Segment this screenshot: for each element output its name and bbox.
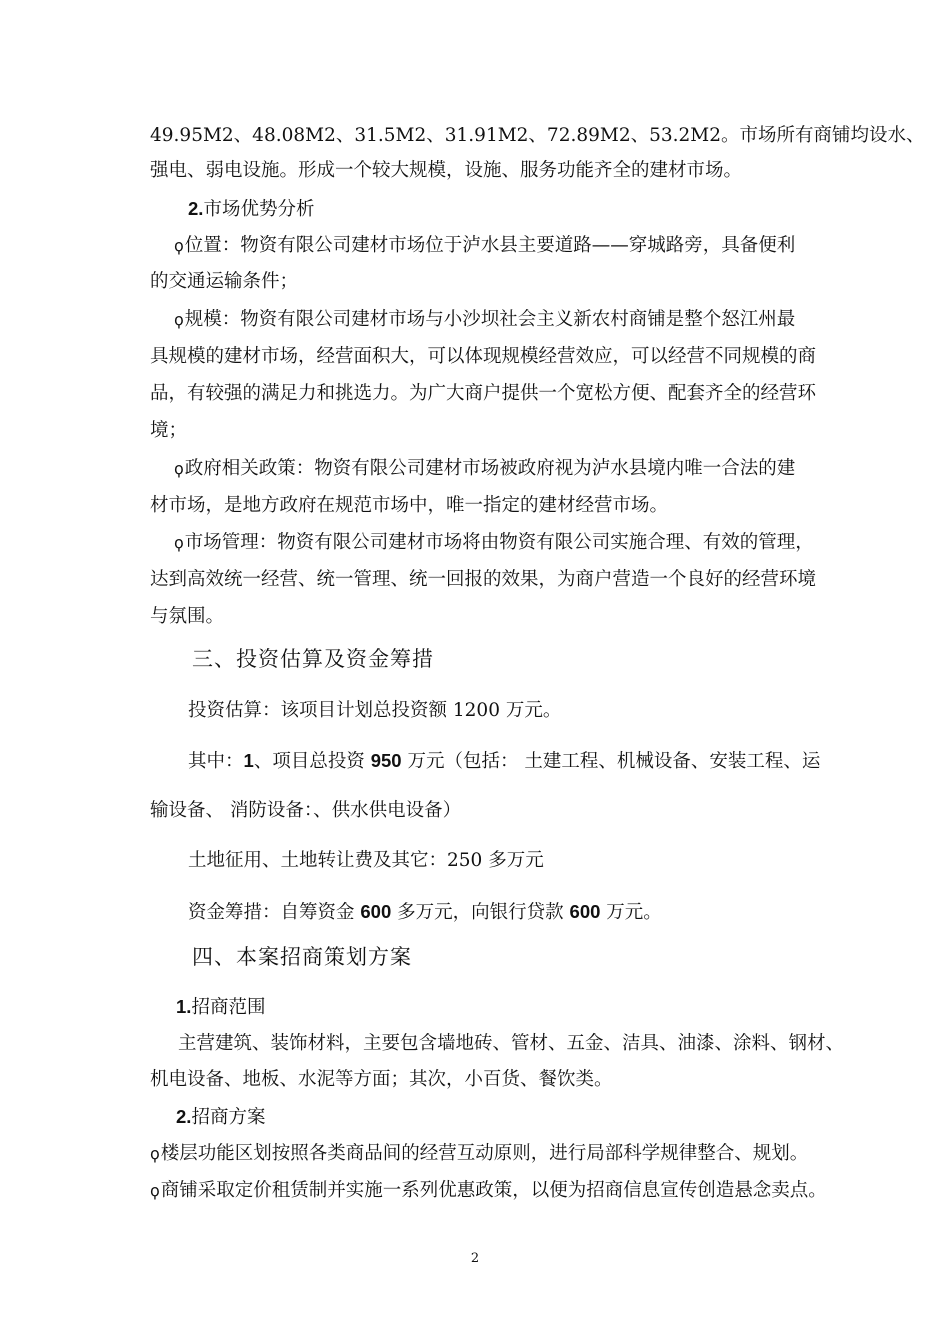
bullet-icon: ϙ: [174, 459, 184, 478]
funding-prefix: 资金筹措：自筹资金: [188, 902, 361, 923]
bank-loan-amount: 600: [569, 901, 601, 922]
detail-item-number: 1: [243, 750, 254, 771]
scale-paragraph-line-3: 品，有较强的满足力和挑选力。为广大商户提供一个宽松方便、配套齐全的经营环: [150, 383, 817, 404]
bullet-icon: ϙ: [174, 236, 184, 255]
location-paragraph-line-2: 的交通运输条件；: [150, 271, 299, 292]
scale-paragraph-line-2: 具规模的建材市场，经营面积大，可以体现规模经营效应，可以经营不同规模的商: [150, 346, 817, 367]
location-paragraph-line-1: [174, 234, 795, 258]
floor-zoning-line: [150, 1142, 808, 1166]
heading-number: 1.: [176, 996, 192, 1017]
leasing-scope-line-1: 主营建筑、装饰材料，主要包含墙地砖、管材、五金、洁具、油漆、涂料、钢材、: [178, 1033, 845, 1054]
heading-number: 2.: [188, 198, 204, 219]
management-text: 市场管理：物资有限公司建材市场将由物资有限公司实施合理、有效的管理，: [184, 532, 814, 553]
shop-pricing-text: 商铺采取定价租赁制并实施一系列优惠政策，以便为招商信息宣传创造悬念卖点。: [160, 1180, 827, 1201]
self-funding-amount: 600: [360, 901, 392, 922]
management-paragraph-line-3: 与氛围。: [150, 606, 225, 627]
bullet-icon: ϙ: [174, 533, 184, 552]
detail-text: 、项目总投资: [253, 751, 371, 772]
heading-title: 招商方案: [191, 1107, 266, 1128]
heading-number: 2.: [176, 1106, 192, 1127]
investment-estimate: 投资估算：该项目计划总投资额 1200 万元。: [188, 700, 562, 721]
market-advantage-heading: [188, 197, 314, 222]
bullet-icon: ϙ: [150, 1144, 160, 1163]
funding-line: [188, 900, 662, 925]
shop-area-text-line-2: 强电、弱电设施。形成一个较大规模，设施、服务功能齐全的建材市场。: [150, 160, 743, 181]
leasing-scope-line-2: 机电设备、地板、水泥等方面；其次，小百货、餐饮类。: [150, 1069, 613, 1090]
funding-mid-text: 多万元，向银行贷款: [391, 902, 570, 923]
bullet-icon: ϙ: [174, 310, 184, 329]
policy-paragraph-line-1: [174, 457, 795, 481]
heading-title: 市场优势分析: [203, 199, 315, 220]
bullet-icon: ϙ: [150, 1181, 160, 1200]
detail-amount: 950: [370, 750, 402, 771]
detail-text-rest: 万元（包括： 土建工程、机械设备、安装工程、运: [401, 751, 821, 772]
investment-detail-line-1: [188, 749, 820, 774]
policy-paragraph-line-2: 材市场，是地方政府在规范市场中，唯一指定的建材经营市场。: [150, 495, 669, 516]
location-text: 位置：物资有限公司建材市场位于泸水县主要道路——穿城路旁，具备便利: [184, 235, 796, 256]
management-paragraph-line-1: [174, 531, 814, 555]
investment-section-heading: 三、投资估算及资金筹措: [192, 647, 434, 671]
investment-detail-line-2: 输设备、 消防设备：、供水供电设备）: [150, 800, 462, 821]
management-paragraph-line-2: 达到高效统一经营、统一管理、统一回报的效果，为商户营造一个良好的经营环境: [150, 569, 817, 590]
leasing-plan-heading: [176, 1105, 265, 1130]
land-cost-line: 土地征用、土地转让费及其它：250 多万元: [188, 850, 544, 871]
shop-area-text-line-1: 49.95M2、48.08M2、31.5M2、31.91M2、72.89M2、53.2M2。市场所有商铺均设水、: [150, 125, 925, 146]
scale-paragraph-line-1: [174, 308, 795, 332]
scale-paragraph-line-4: 境；: [150, 420, 188, 441]
policy-text: 政府相关政策：物资有限公司建材市场被政府视为泸水县境内唯一合法的建: [184, 458, 796, 479]
funding-end-text: 万元。: [600, 902, 662, 923]
heading-title: 招商范围: [191, 997, 266, 1018]
leasing-scope-heading: [176, 995, 265, 1020]
floor-zoning-text: 楼层功能区划按照各类商品间的经营互动原则，进行局部科学规律整合、规划。: [160, 1143, 809, 1164]
shop-pricing-line: [150, 1179, 827, 1203]
detail-prefix: 其中：: [188, 751, 244, 772]
page-number: 2: [470, 1251, 480, 1266]
leasing-plan-section-heading: 四、本案招商策划方案: [192, 945, 412, 969]
scale-text: 规模：物资有限公司建材市场与小沙坝社会主义新农村商铺是整个怒江州最: [184, 309, 796, 330]
